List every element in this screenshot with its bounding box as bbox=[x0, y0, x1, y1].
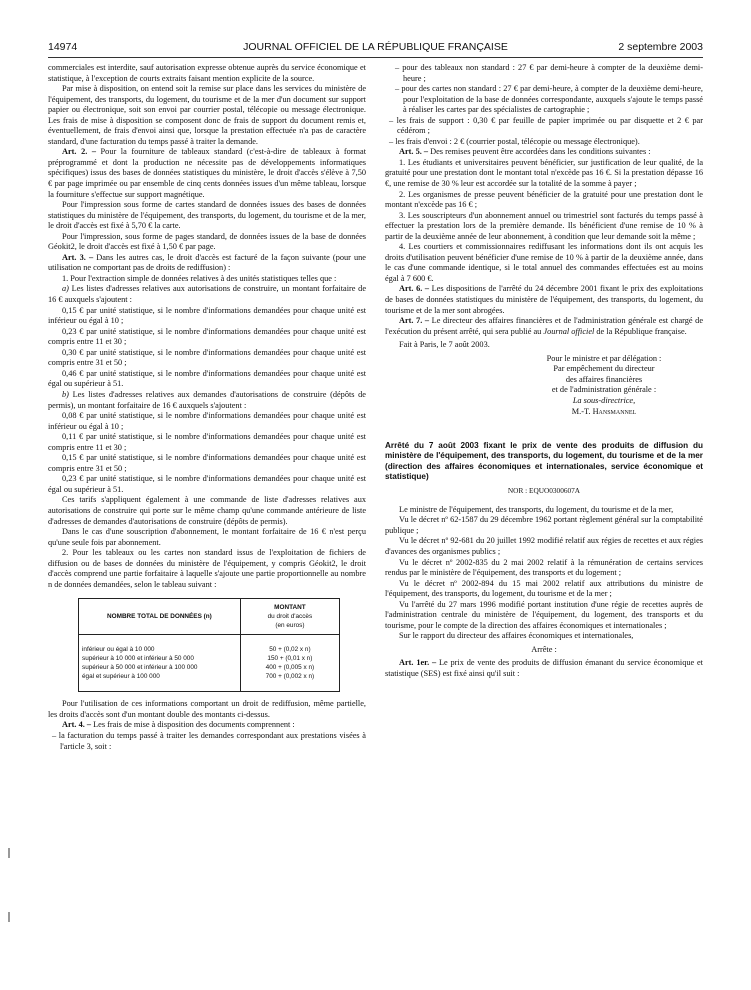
journal-title: JOURNAL OFFICIEL DE LA RÉPUBLIQUE FRANÇAISE bbox=[243, 41, 508, 53]
amount-value: 400 + (0,005 x n) bbox=[265, 664, 315, 672]
range-value: supérieur à 10 000 et inférieur à 50 000 bbox=[82, 655, 194, 663]
article-label: Art. 6. – bbox=[399, 284, 430, 294]
paragraph: Pour l'utilisation de ces informations comportant un droit de rediffusion, même partielle, les droits d'accès sont d'un montant double des montants ci-dessus. bbox=[48, 699, 366, 719]
arrete-heading: Arrête : bbox=[531, 644, 557, 654]
list-item: 4. Les courtiers et commissionnaires rediffusant les informations dont ils ont acquis les droits d'utilisation peuvent bénéficier d'une remise de 10 % à partir de la deuxième année, dans le cas d'une commande identique, si le total annuel des commandes effectuées est au moins égal à 7 600 €. bbox=[385, 242, 703, 283]
decree-title: Arrêté du 7 août 2003 fixant le prix de vente des produits de diffusion du ministère de l'équipement, des transports, du logement, du tourisme et de la mer (direction des affaires économiques et internationales, service économique et statistique) bbox=[385, 441, 703, 481]
amount-value: 700 + (0,002 x n) bbox=[265, 673, 315, 681]
article-label: Art. 7. – bbox=[399, 316, 430, 326]
tariff-table bbox=[78, 598, 340, 692]
header-line: du droit d'accès bbox=[267, 613, 313, 621]
page-number: 14974 bbox=[48, 41, 78, 53]
article-label: Art. 5. – bbox=[399, 147, 429, 157]
left-column bbox=[48, 63, 366, 752]
table-cell bbox=[240, 635, 339, 692]
paragraph: 1. Pour l'extraction simple de données relatives à des unités statistiques telles que : bbox=[62, 273, 337, 283]
considerant: Le ministre de l'équipement, des transports, du logement, du tourisme et de la mer, bbox=[399, 504, 674, 514]
list-item: 0,46 € par unité statistique, si le nombre d'informations demandées pour chaque unité est égal ou supérieur à 51. bbox=[48, 368, 366, 389]
paragraph: Dans le cas d'une souscription d'abonnement, le montant forfaitaire de 16 € n'est perçu qu'une seule fois par abonnement. bbox=[48, 527, 366, 547]
article-label: Art. 3. – bbox=[62, 252, 94, 262]
list-item: – la facturation du temps passé à traiter les demandes correspondant aux prestations visées à l'article 3, soit : bbox=[52, 730, 366, 751]
signature-line: La sous-directrice, bbox=[572, 395, 636, 405]
article-1 bbox=[385, 658, 703, 679]
signature-line: et de l'administration générale : bbox=[551, 385, 657, 395]
margin-mark bbox=[8, 912, 10, 922]
range-value: inférieur ou égal à 10 000 bbox=[82, 646, 155, 654]
header-line: MONTANT bbox=[274, 604, 306, 612]
list-item: – les frais d'envoi : 2 € (courrier postal, télécopie ou message électronique). bbox=[389, 136, 640, 146]
header-rule bbox=[48, 57, 703, 58]
list-item: 0,15 € par unité statistique, si le nombre d'informations demandées pour chaque unité est compris entre 31 et 50 ; bbox=[48, 453, 366, 473]
list-item: 0,15 € par unité statistique, si le nombre d'informations demandées pour chaque unité est inférieur ou égal à 10 ; bbox=[48, 305, 366, 326]
list-item: 0,23 € par unité statistique, si le nombre d'informations demandées pour chaque unité est égal ou supérieur à 51. bbox=[48, 474, 366, 494]
list-item: – les frais de support : 0,30 € par feuille de papier imprimée ou par disquette et 2 € par cédérom ; bbox=[389, 115, 703, 136]
paragraph: commerciales est interdite, sauf autorisation expresse obtenue auprès du service économique et statistique, à l'exception de courts extraits faisant mention explicite de la source. bbox=[48, 63, 366, 83]
list-item: – pour des tableaux non standard : 27 € par demi-heure à compter de la deuxième demi-heure ; bbox=[395, 63, 703, 83]
nor-reference: NOR : EQUO0300607A bbox=[507, 486, 581, 496]
article-2 bbox=[48, 147, 366, 200]
header-line: (en euros) bbox=[275, 622, 305, 630]
item-label: b) bbox=[62, 389, 69, 399]
amount-value: 50 + (0,02 x n) bbox=[269, 646, 311, 654]
article-text: Les dispositions de l'arrêté du 24 décembre 2001 fixant le prix des exploitations de bases de données statistiques du ministère de l'équipement, des transports, du logement, du tourisme et de la mer sont abrogées. bbox=[385, 284, 703, 315]
considerant: Vu le décret nº 62-1587 du 29 décembre 1962 portant règlement général sur la comptabilité publique ; bbox=[385, 515, 703, 535]
journal-name: Journal officiel bbox=[543, 326, 595, 336]
item-b bbox=[48, 390, 366, 411]
signature-line: Par empêchement du directeur bbox=[553, 364, 655, 374]
page-header bbox=[48, 41, 703, 55]
table-cell bbox=[79, 635, 241, 692]
table-row bbox=[79, 635, 340, 692]
article-label: Art. 2. – bbox=[62, 147, 96, 157]
considerant: Vu le décret nº 2002-835 du 2 mai 2002 relatif à la rémunération de certains services rendus par le ministère de l'équipement, des transports et du logement ; bbox=[385, 557, 703, 578]
paragraph: Par mise à disposition, on entend soit la remise sur place dans les services du ministère de l'équipement, des transports, du logement, du tourisme et de la mer d'un document sur support papier ou électronique, soit son envoi par courrier postal, télécopie ou message électronique. Les frais de mise à disposition se composent donc de frais de support du document remis et, éventuellement, de frais d'envoi ainsi que, lorsque la prestation effectuée n'a pas de caractère standard, d'une facturation du temps passé à traiter la demande. bbox=[48, 84, 366, 146]
list-item: 1. Les étudiants et universitaires peuvent bénéficier, sur justification de leur qualité, de la gratuité pour une prestation dont le montant total n'excède pas 16 €. Si la prestation dépasse 16 €, une remise de 30 % leur est accordée sur la totalité de la somme à payer ; bbox=[385, 157, 703, 189]
paragraph: Ces tarifs s'appliquent également à une commande de liste d'adresses relatives aux autorisations de construire qui porte sur le même champ qu'une commande antérieure de liste d'adresses de demandes d'autorisations de construire (dépôts de permis). bbox=[48, 495, 366, 526]
paragraph: Pour l'impression sous forme de cartes standard de données issues des bases de données statistiques du ministère de l'équipement, des transports, du logement, du tourisme et de la mer, le droit d'accès est fixé à 5,70 € la carte. bbox=[48, 200, 366, 231]
item-text: Les listes d'adresses relatives aux demandes d'autorisations de construire (dépôts de permis), un montant forfaitaire de 16 € auxquels s'ajoutent : bbox=[48, 389, 366, 410]
signature-block bbox=[385, 354, 703, 417]
article-5 bbox=[385, 147, 703, 158]
range-value: égal et supérieur à 100 000 bbox=[82, 673, 160, 681]
list-item: 0,23 € par unité statistique, si le nombre d'informations demandées pour chaque unité est compris entre 11 et 30 ; bbox=[48, 326, 366, 347]
amount-value: 150 + (0,01 x n) bbox=[267, 655, 313, 663]
table-header-row bbox=[79, 599, 340, 635]
item-a bbox=[48, 284, 366, 305]
list-item: 3. Les souscripteurs d'un abonnement annuel ou trimestriel sont facturés du temps passé à effectuer la prestation lors de la première demande. Ils bénéficient d'une remise de 10 % à partir de la deuxième année de leur abonnement, à condition que leur demande soit la même ; bbox=[385, 210, 703, 241]
article-label: Art. 1er. – bbox=[399, 658, 437, 668]
considerant: Vu l'arrêté du 27 mars 1996 modifié portant institution d'une régie de recettes auprès de l'administration centrale du ministère de l'équipement, du logement, des transports et du tourisme, pour le compte de la direction des affaires économiques et internationales ; bbox=[385, 599, 703, 630]
list-item: 0,30 € par unité statistique, si le nombre d'informations demandées pour chaque unité est compris entre 31 et 50 ; bbox=[48, 347, 366, 368]
article-text: de la République française. bbox=[594, 326, 687, 336]
article-text: Le directeur des affaires financières et de l'administration générale est chargé de l'exécution du présent arrêté, qui sera publié au bbox=[385, 316, 704, 336]
item-text: Les listes d'adresses relatives aux autorisations de construire, un montant forfaitaire de 16 € auxquels s'ajoutent : bbox=[48, 284, 366, 305]
article-4 bbox=[48, 720, 366, 731]
issue-date: 2 septembre 2003 bbox=[618, 41, 703, 53]
list-item: 0,08 € par unité statistique, si le nombre d'informations demandées pour chaque unité est inférieur ou égal à 10 ; bbox=[48, 411, 366, 431]
article-text: Pour la fourniture de tableaux standard (c'est-à-dire de tableaux à format préprogrammé et dont la production ne nécessite pas de développements informatiques spécifiques) issus des bases de données statistiques du ministère, le droit d'accès s'élève à 7,50 € par page imprimée ou par ensemble de cinq cents données issues d'un même tableau, lorsque la fourniture s'effectue sur support magnétique. bbox=[48, 147, 366, 199]
signatory-name: M.-T. Hansmannel bbox=[571, 406, 637, 416]
item-label: a) bbox=[62, 284, 69, 294]
right-column bbox=[385, 63, 703, 680]
paragraph: 2. Pour les tableaux ou les cartes non standard issus de l'exploitation de fichiers de diffusion ou de bases de données du ministère de l'équipement, y compris Géokit2, le droit d'accès comprend une partie forfaitaire à laquelle s'ajoute une partie proportionnelle au nombre n de données demandées, selon le tableau suivant : bbox=[48, 548, 366, 589]
article-7 bbox=[385, 316, 703, 337]
paragraph: Pour l'impression, sous forme de pages standard, de données issues de la base de données Géokit2, le droit d'accès est fixé à 1,50 € par page. bbox=[48, 231, 366, 252]
list-item: – pour des cartes non standard : 27 € par demi-heure, à compter de la deuxième demi-heure, pour l'exploitation de la base de données correspondante, auxquels s'ajoute le temps passé à réaliser les cartes par des spécialistes de cartographie ; bbox=[395, 84, 703, 115]
column-header bbox=[240, 599, 339, 635]
signature-line: Pour le ministre et par délégation : bbox=[546, 353, 662, 363]
article-6 bbox=[385, 284, 703, 316]
signing-place-date: Fait à Paris, le 7 août 2003. bbox=[399, 340, 490, 350]
considerant: Vu le décret nº 92-681 du 20 juillet 1992 modifié relatif aux régies de recettes et aux régies d'avances des organismes publics ; bbox=[385, 536, 703, 556]
article-label: Art. 4. – bbox=[62, 720, 92, 730]
considerant: Vu le décret nº 2002-894 du 15 mai 2002 relatif aux attributions du ministre de l'équipement, des transports, du logement, du tourisme et de la mer ; bbox=[385, 578, 703, 599]
range-value: supérieur à 50 000 et inférieur à 100 000 bbox=[82, 664, 198, 672]
signature-line: des affaires financières bbox=[565, 374, 643, 384]
article-text: Le prix de vente des produits de diffusion émanant du service économique et statistique (SES) est fixé ainsi qu'il suit : bbox=[385, 658, 703, 678]
article-3 bbox=[48, 253, 366, 274]
article-text: Les frais de mise à disposition des documents comprennent : bbox=[91, 720, 295, 730]
list-item: 2. Les organismes de presse peuvent bénéficier de la gratuité pour une prestation dont le montant n'excède pas 16 € ; bbox=[385, 189, 703, 210]
considerant: Sur le rapport du directeur des affaires économiques et internationales, bbox=[399, 631, 634, 641]
article-text: Des remises peuvent être accordées dans les conditions suivantes : bbox=[428, 147, 651, 157]
article-text: Dans les autres cas, le droit d'accès est facturé de la façon suivante (pour une utilisation ne comportant pas de droits de rediffusion) : bbox=[48, 252, 366, 273]
margin-mark bbox=[8, 848, 10, 858]
list-item: 0,11 € par unité statistique, si le nombre d'informations demandées pour chaque unité est compris entre 11 et 30 ; bbox=[48, 432, 366, 452]
column-header: NOMBRE TOTAL DE DONNÉES (n) bbox=[79, 599, 241, 635]
